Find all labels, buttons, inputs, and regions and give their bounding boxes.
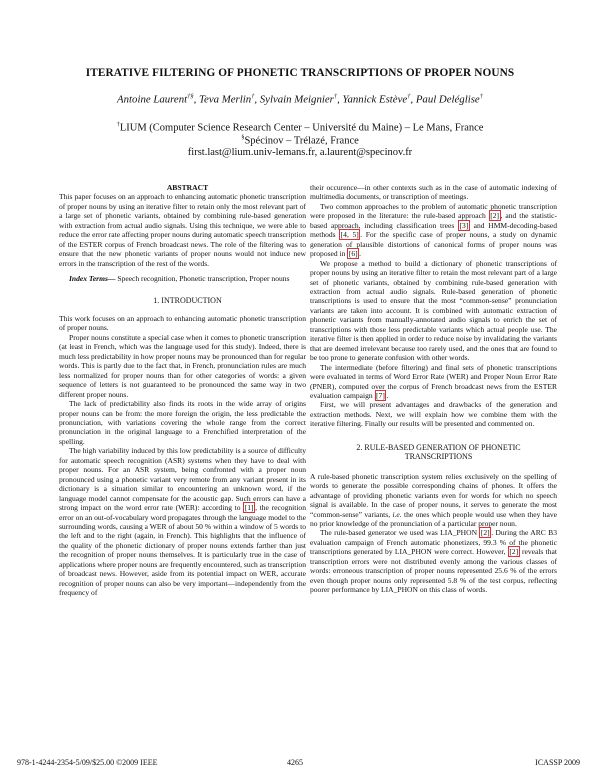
author-name: Antoine Laurent — [117, 93, 188, 106]
index-terms — [59, 274, 306, 283]
paragraph-text: . — [386, 390, 389, 400]
section-heading-line: 2. RULE-BASED GENERATION OF PHONETIC — [356, 442, 521, 452]
citation-link[interactable]: [4, 5] — [340, 230, 359, 240]
author-list: Antoine Laurent†§, Teva Merlin†, Sylvain Meignier†, Yannick Estève†, Paul Deléglise† — [117, 93, 483, 106]
section-heading-rule-based — [310, 443, 557, 462]
paragraph: This work focuses on an approach to enhancing automatic phonetic transcription of proper nouns. — [59, 313, 306, 333]
author-mark: † — [333, 93, 338, 100]
paragraph-text: . During the ARC B3 evaluation campaign of French automatic phonetizers, 99.3 % of the phonetic transcriptions generated by LIA_PHON were correct. However, — [310, 528, 557, 557]
abstract-heading: ABSTRACT — [166, 183, 209, 192]
author-name: Paul Deléglise — [415, 93, 480, 106]
paragraph-text: and HMM-decoding-based methods — [310, 220, 557, 240]
left-column — [59, 183, 306, 598]
abstract-text: This paper focuses on an approach to enhancing automatic phonetic transcription of proper nouns by using an iterative filter to retain only the most relevant part of a large set of phonetic variants, obtained by combining rule-based generation with extraction from actual audio signals. Using this technique, we were able to reduce the error rate affecting proper nouns during automatic speech transcription of the ESTER corpus of French broadcast news. The role of the filtering was to ensure that the new phonetic variants of proper nouns would not induce new errors in the transcription of the rest of the words. — [59, 192, 306, 268]
affiliation-specinov — [0, 134, 600, 147]
author-emails: first.last@lium.univ-lemans.fr, a.laurent@specinov.fr — [187, 147, 413, 158]
author-mark: † — [407, 93, 411, 100]
paragraph-text: . — [359, 249, 362, 259]
footer-page-number: 4265 — [287, 758, 303, 767]
author-name: Teva Merlin — [199, 93, 252, 106]
paragraph-text: The rule-based generator we used was LIA_PHON — [320, 528, 480, 538]
affiliation-text: Spécinov – Trélazé, France — [244, 135, 359, 147]
paragraph-text: i.e. — [392, 509, 402, 519]
paper-title: ITERATIVE FILTERING OF PHONETIC TRANSCRIPTIONS OF PROPER NOUNS — [85, 67, 515, 79]
citation-link[interactable]: [2] — [509, 547, 519, 557]
citation-link[interactable]: [7] — [376, 390, 385, 400]
paragraph: First, we will present advantages and drawbacks of the generation and extraction methods. Next, we will explain how we combine them with the iterative filtering. Finally our results will be presented and commented on. — [310, 400, 557, 429]
index-terms-text: Speech recognition, Phonetic transcription, Proper nouns — [117, 274, 290, 284]
paragraph: We propose a method to build a dictionary of phonetic transcriptions of proper nouns by using an iterative filter to retain the most relevant part of a large set of phonetic variants, obtained by combining rule-based generation with extraction from actual audio signals. Rule-based generation of phonetic transcriptions is used to ensure that the most “common-sense” pronunciation variants are taken into account. It is combined with automatic extraction of phonetic variants from manually-annotated audio signals to enrich the set of transcriptions with those less predictable variants which actual people use. The iterative filter is then applied in order to reduce noise by invalidating the variants that are deemed irrelevant because too rarely used, and the ones that are found to be too prone to generate confusion with other words. — [310, 258, 557, 363]
author-name: Sylvain Meignier — [259, 93, 334, 106]
paragraph — [310, 472, 557, 529]
citation-link[interactable]: [6] — [348, 249, 358, 259]
paragraph-text: The high variability induced by this low predictability is a source of difficulty for automatic speech recognition (ASR) systems when they have to deal with proper nouns. For an ASR system, being confronted with a proper noun pronounced using a phonetic variant very remote from any variant present in its dictionary is a situation similar to encountering an unknown word, if the language model cannot compensate for the acoustic gap. Such errors can have a strong impact on the word error rate (WER): according to — [59, 446, 306, 513]
paragraph: their occurence—in other contexts such as in the case of automatic indexing of multimedia documents, or transcription of meetings. — [310, 183, 557, 202]
paragraph-text: Two common approaches to the problem of automatic phonetic transcription were proposed in the literature: the rule-based approach — [310, 201, 557, 221]
citation-link[interactable]: [2] — [480, 528, 490, 538]
footer-isbn: 978-1-4244-2354-5/09/$25.00 ©2009 IEEE — [17, 758, 158, 767]
paragraph — [310, 363, 557, 401]
citation-link[interactable]: [2] — [490, 211, 500, 221]
citation-link[interactable]: [1] — [244, 503, 254, 513]
index-terms-label: Index Terms— — [69, 274, 116, 284]
author-mark: † — [479, 93, 483, 100]
paragraph-text: , and the statistic-based approach, including classification trees — [310, 211, 557, 230]
paragraph-text: A rule-based phonetic transcription system relies exclusively on the spelling of words to generate the possible corresponding chains of phones. It offers the advantage of providing phonetic variants even for words for which no speech signal is available. In the case of proper nouns, it serves to generate the most “common-sense” variants, — [310, 471, 557, 519]
affiliation-text: LIUM (Computer Science Research Center – Université du Maine) – Le Mans, France — [119, 122, 484, 134]
paragraph — [310, 528, 557, 594]
paragraph — [59, 446, 306, 597]
affiliation-mark: § — [241, 134, 245, 141]
right-column — [310, 183, 557, 595]
paragraph-text: The intermediate (before filtering) and final sets of phonetic transcriptions were evaluated in terms of Word Error Rate (WER) and Proper Noun Error Rate (PNER), computed over the corpus of French broadcast news from the ESTER evaluation campaign — [310, 362, 557, 400]
paragraph-text: . For the specific case of proper nouns, a study on dynamic generation of plausible distortions of canonical forms of proper nouns was proposed in — [310, 230, 557, 259]
affiliation-mark: † — [116, 121, 120, 128]
paragraph: The lack of predictability also finds its roots in the wide array of origins proper nouns can be from: the more foreign the origin, the less predictable the pronunciation, with variations covering the whole range from the correct pronunciation in the original language to a Frenchified interpretation of the spelling. — [59, 399, 306, 446]
author-name: Yannick Estève — [342, 93, 408, 106]
paragraph: Proper nouns constitute a special case when it comes to phonetic transcription (at least in French, which was the language used for this study). Indeed, there is much less predictability in how proper nouns may be pronounced than for regular words. This is partly due to the fact that, in French, pronunciation rules are much less normalized for proper nouns than for other categories of words: a given sequence of letters is not guaranteed to be pronounced the same way in two different proper nouns. — [59, 332, 306, 399]
paragraph-text: reveals that transcription errors were not distributed evenly among the various classes of words: erroneous transcription of proper nouns represented 25.6 % of the errors even though proper nouns only represented 5.8 % of the test corpus, reflecting poorer performance by LIA_PHON on this class of words. — [310, 547, 558, 595]
citation-link[interactable]: [3] — [459, 220, 469, 230]
section-heading-line: TRANSCRIPTIONS — [404, 452, 473, 462]
paragraph-text: the ones which people would use when they have no prior knowledge of the pronunciation of a particular proper noun. — [310, 509, 557, 528]
author-mark: † — [251, 93, 255, 100]
paragraph-text: , the recognition error on an out-of-vocabulary word propagates through the language model to the surrounding words, causing a WER of about 50 % within a window of 5 words to the left and to the right (again, in French). This highlights that the influence of the quality of the phonetic dictionary of proper nouns extends farther than just the recognition of proper nouns themselves. It is particularly true in the case of applications where proper nouns are frequently encountered, such as transcription of broadcast news. However, aside from its potential impact on WER, accurate recognition of proper nouns can also be very important—independently from the frequency of — [59, 503, 306, 598]
affiliation-lium — [0, 121, 600, 134]
footer-venue: ICASSP 2009 — [535, 758, 580, 767]
author-mark: †§ — [187, 93, 194, 100]
section-heading-introduction: 1. INTRODUCTION — [153, 295, 222, 305]
paragraph — [310, 202, 557, 259]
